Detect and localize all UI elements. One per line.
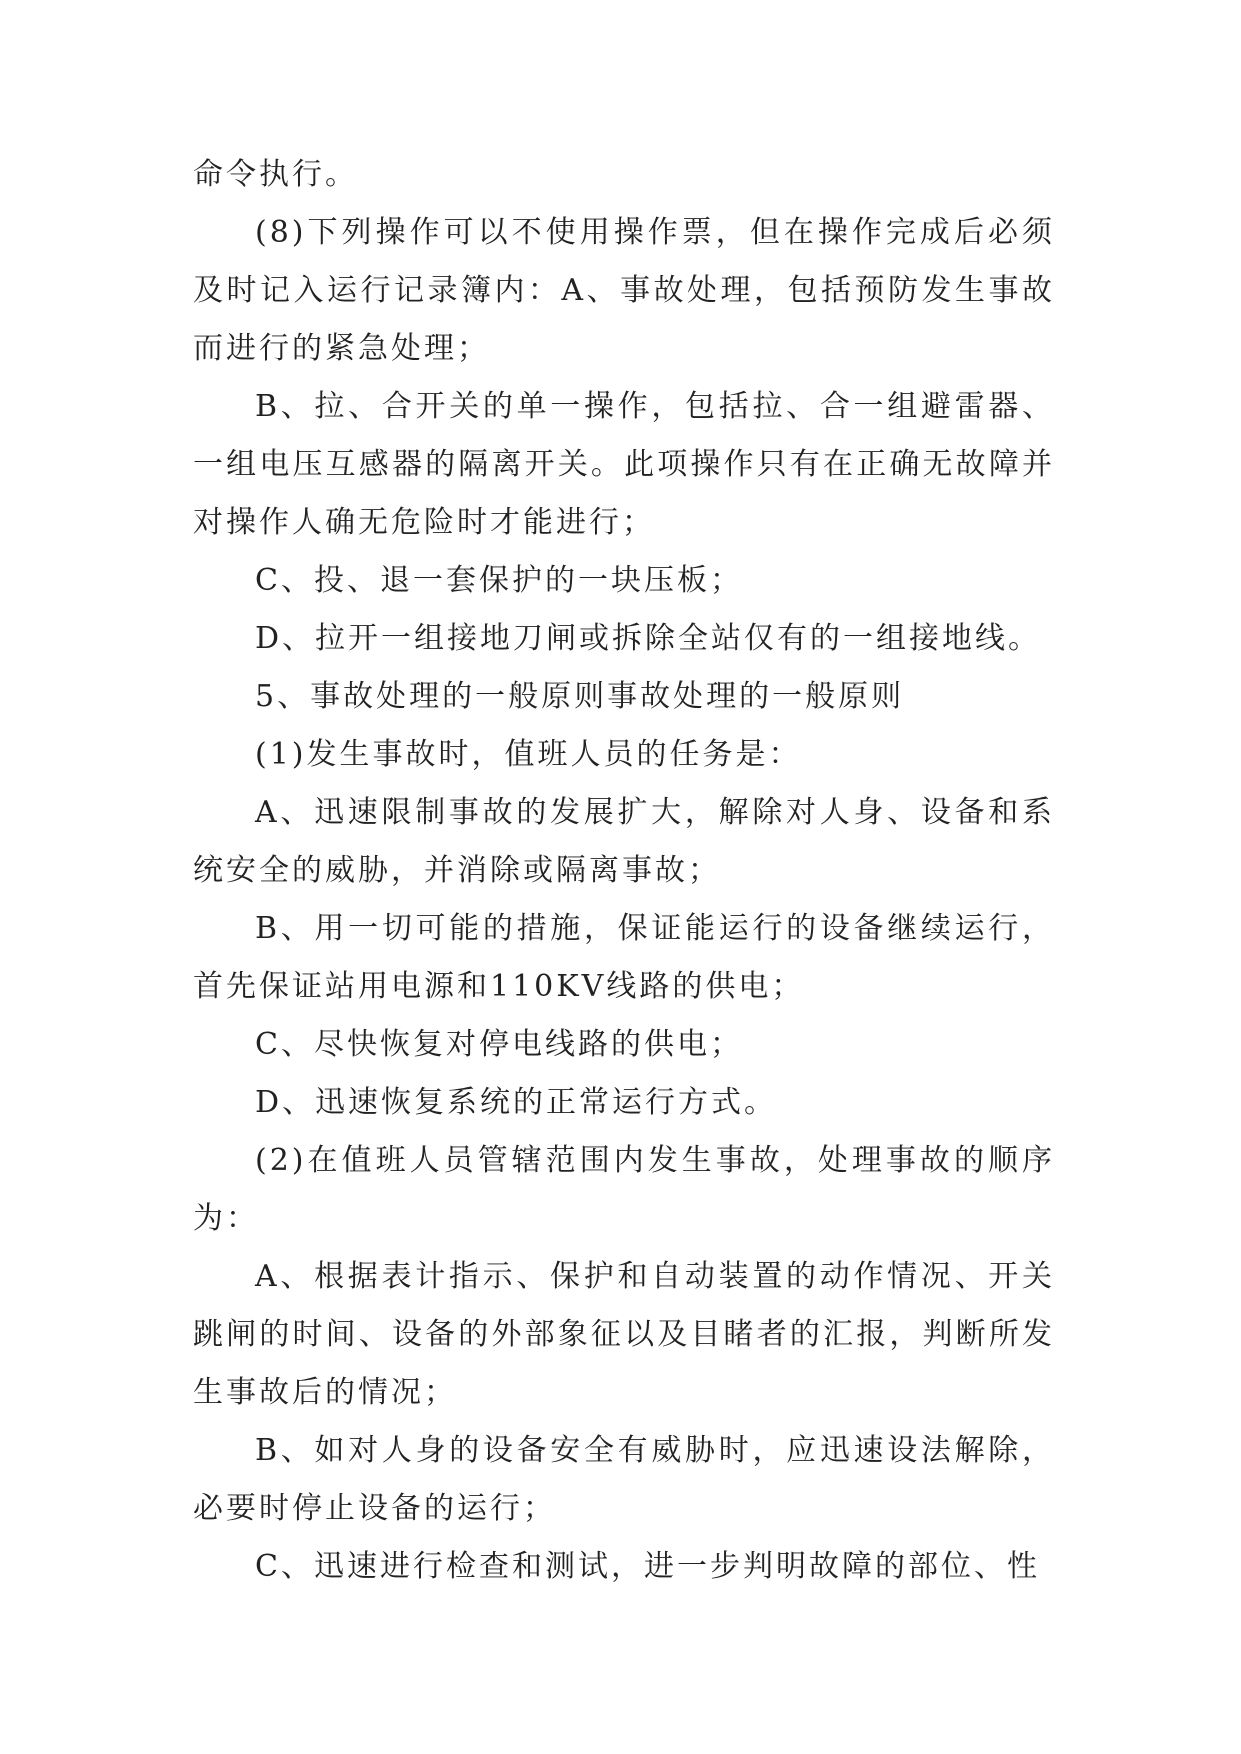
- paragraph-item-1: (1)发生事故时，值班人员的任务是：: [255, 737, 802, 772]
- paragraph-order-b: B、如对人身的设备安全有威胁时，应迅速设法解除，必要时停止设备的运行；: [193, 1433, 1055, 1526]
- paragraph-item-2: (2)在值班人员管辖范围内发生事故，处理事故的顺序为：: [193, 1143, 1055, 1236]
- paragraph-item-c: C、投、退一套保护的一块压板；: [255, 563, 743, 598]
- paragraph-task-b: B、用一切可能的措施，保证能运行的设备继续运行，首先保证站用电源和110KV线路的供电；: [193, 911, 1055, 1004]
- section-heading-5: 5、事故处理的一般原则事故处理的一般原则: [255, 679, 905, 714]
- paragraph-continuation: 命令执行。: [193, 157, 358, 192]
- paragraph-task-c: C、尽快恢复对停电线路的供电；: [255, 1027, 743, 1062]
- paragraph-order-c: C、迅速进行检查和测试，进一步判明故障的部位、性: [255, 1549, 1040, 1584]
- paragraph-task-d: D、迅速恢复系统的正常运行方式。: [255, 1085, 778, 1120]
- paragraph-item-8: (8)下列操作可以不使用操作票，但在操作完成后必须及时记入运行记录簿内：A、事故处理，包括预防发生事故而进行的紧急处理；: [193, 215, 1055, 366]
- paragraph-item-d: D、拉开一组接地刀闸或拆除全站仅有的一组接地线。: [255, 621, 1042, 656]
- document-body: [193, 146, 1055, 1596]
- paragraph-order-a: A、根据表计指示、保护和自动装置的动作情况、开关跳闸的时间、设备的外部象征以及目睹者的汇报，判断所发生事故后的情况；: [193, 1259, 1055, 1410]
- paragraph-item-b: B、拉、合开关的单一操作，包括拉、合一组避雷器、一组电压互感器的隔离开关。此项操作只有在正确无故障并对操作人确无危险时才能进行；: [193, 389, 1055, 540]
- paragraph-task-a: A、迅速限制事故的发展扩大，解除对人身、设备和系统安全的威胁，并消除或隔离事故；: [193, 795, 1055, 888]
